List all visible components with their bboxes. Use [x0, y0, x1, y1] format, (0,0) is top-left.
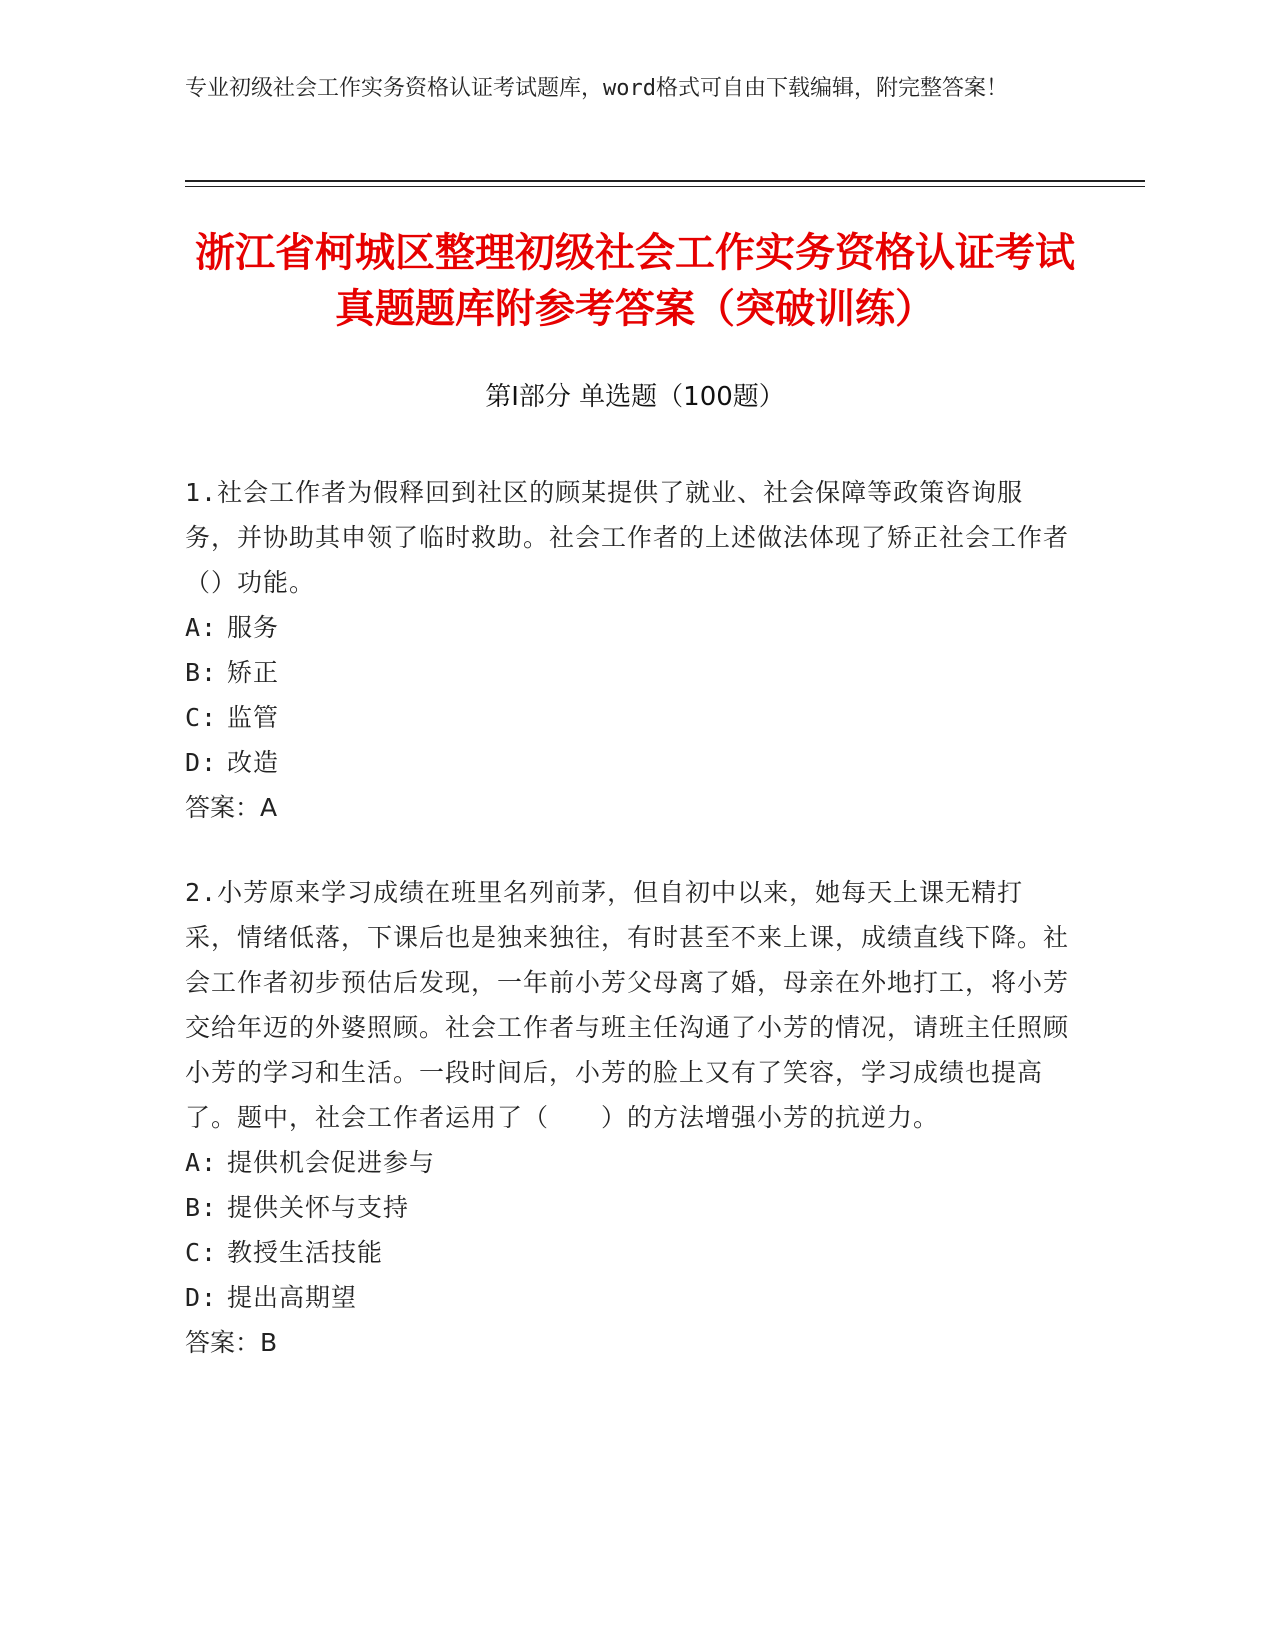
option-key: A:	[185, 613, 218, 642]
option-value: 监管	[227, 703, 280, 732]
option-c	[185, 695, 1070, 740]
answer: 答案：B	[185, 1328, 278, 1357]
header-note: 专业初级社会工作实务资格认证考试题库，word格式可自由下载编辑，附完整答案！	[185, 76, 1008, 101]
document-title: 浙江省柯城区整理初级社会工作实务资格认证考试真题题库附参考答案（突破训练）	[195, 230, 1075, 332]
option-key: C:	[185, 1238, 218, 1267]
question-2	[185, 870, 1070, 1365]
question-text: 2.小芳原来学习成绩在班里名列前茅，但自初中以来，她每天上课无精打采，情绪低落，下课后也是独来独往，有时甚至不来上课，成绩直线下降。社会工作者初步预估后发现，一年前小芳父母离了婚，母亲在外地打工，将小芳交给年迈的外婆照顾。社会工作者与班主任沟通了小芳的情况，请班主任照顾小芳的学习和生活。一段时间后，小芳的脸上又有了笑容，学习成绩也提高了。题中，社会工作者运用了（ ）的方法增强小芳的抗逆力。	[185, 878, 1070, 1132]
option-b	[185, 1185, 1070, 1230]
header-rule-thin	[185, 186, 1145, 187]
answer: 答案：A	[185, 793, 278, 822]
option-key: C:	[185, 703, 218, 732]
option-value: 矫正	[227, 658, 280, 687]
question-text: 1.社会工作者为假释回到社区的顾某提供了就业、社会保障等政策咨询服务，并协助其申领了临时救助。社会工作者的上述做法体现了矫正社会工作者（）功能。	[185, 478, 1070, 597]
option-key: B:	[185, 658, 218, 687]
header-rule-thick	[185, 180, 1145, 182]
section-heading: 第Ⅰ部分 单选题（100题）	[485, 382, 785, 412]
option-value: 改造	[227, 748, 280, 777]
option-value: 提出高期望	[227, 1283, 358, 1312]
option-value: 教授生活技能	[227, 1238, 384, 1267]
question-1	[185, 470, 1070, 830]
option-value: 提供关怀与支持	[227, 1193, 410, 1222]
option-value: 提供机会促进参与	[227, 1148, 436, 1177]
option-d	[185, 1275, 1070, 1320]
option-key: B:	[185, 1193, 218, 1222]
option-a	[185, 1140, 1070, 1185]
option-d	[185, 740, 1070, 785]
option-c	[185, 1230, 1070, 1275]
option-a	[185, 605, 1070, 650]
option-key: A:	[185, 1148, 218, 1177]
option-b	[185, 650, 1070, 695]
option-value: 服务	[227, 613, 280, 642]
option-key: D:	[185, 748, 218, 777]
option-key: D:	[185, 1283, 218, 1312]
